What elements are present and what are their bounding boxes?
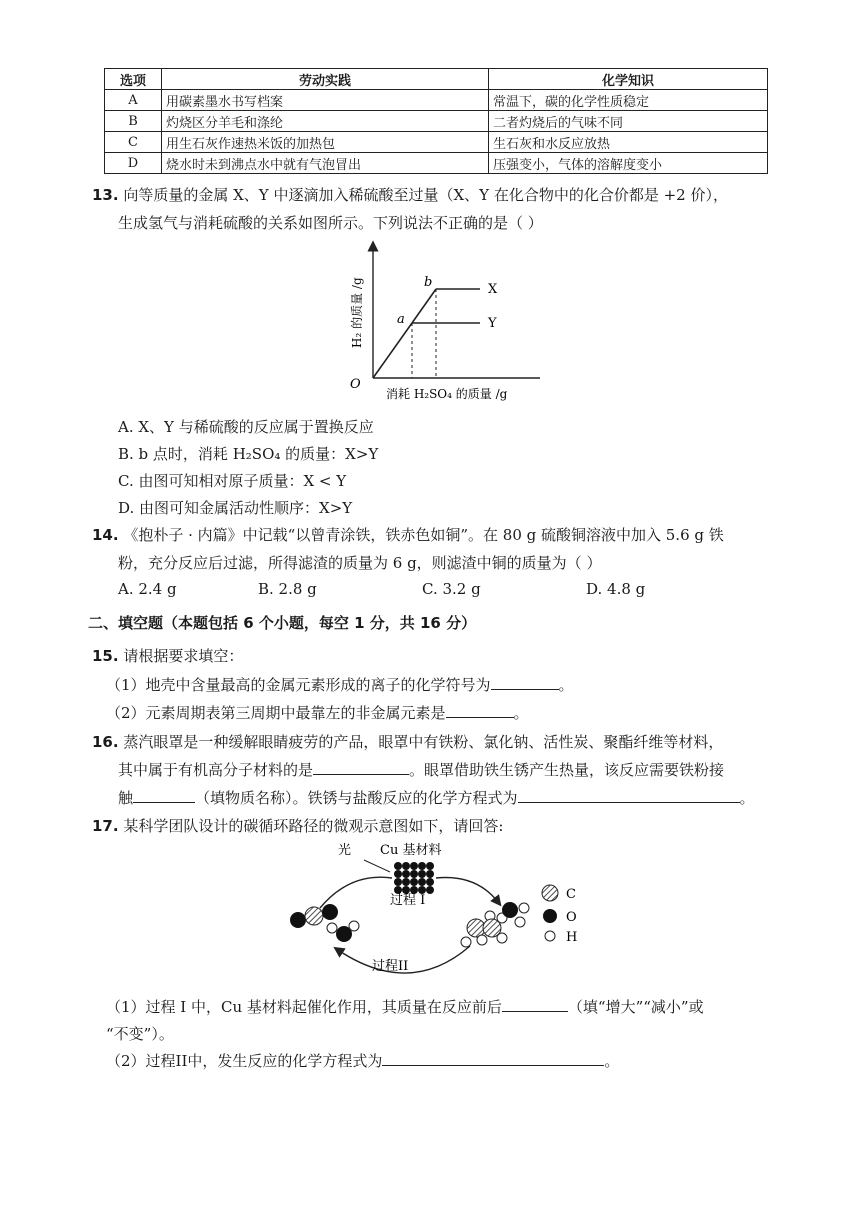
- table-row: [105, 153, 768, 174]
- product-molecules-icon: [461, 902, 529, 947]
- table-cell: C: [105, 132, 162, 153]
- table-header: 选项: [105, 69, 162, 90]
- q15-sub1-text: （1）地壳中含量最高的金属元素形成的离子的化学符号为: [106, 676, 491, 694]
- question-16-line3: [118, 787, 755, 808]
- q16-text: 其中属于有机高分子材料的是: [118, 761, 314, 779]
- h2o-molecule-icon: [327, 921, 359, 942]
- option-c: C. 由图可知相对原子质量：X < Y: [118, 472, 347, 490]
- question-text: 蒸汽眼罩是一种缓解眼睛疲劳的产品，眼罩中有铁粉、氯化钠、活性炭、聚酯纤维等材料，: [123, 733, 724, 751]
- legend-o: O: [566, 910, 577, 925]
- q14-option-d: D. 4.8 g: [586, 580, 646, 598]
- question-14-line2: 粉，充分反应后过滤，所得滤渣的质量为 6 g，则滤渣中铜的质量为（ ）: [118, 554, 602, 572]
- table-row: [105, 111, 768, 132]
- table-cell: 烧水时未到沸点水中就有气泡冒出: [162, 153, 489, 174]
- question-16-line1: [92, 731, 723, 752]
- option-a: A. X、Y 与稀硫酸的反应属于置换反应: [118, 418, 374, 436]
- answer-blank[interactable]: [491, 675, 559, 690]
- table-header-row: [105, 69, 768, 90]
- hydrogen-atom-icon: [545, 931, 555, 941]
- question-13-line1: [92, 184, 728, 205]
- series-y-label: Y: [488, 316, 497, 331]
- q17-text: （1）过程 I 中，Cu 基材料起催化作用，其质量在反应前后: [106, 998, 502, 1016]
- q17-text: 。: [604, 1052, 620, 1070]
- y-rising-segment: [373, 323, 412, 378]
- q16-text: （填物质名称）。铁锈与盐酸反应的化学方程式为: [195, 789, 518, 807]
- table-cell: 生石灰和水反应放热: [489, 132, 768, 153]
- answer-blank[interactable]: [382, 1051, 604, 1066]
- answer-blank[interactable]: [518, 788, 740, 803]
- q17-text: （2）过程II中，发生反应的化学方程式为: [106, 1052, 383, 1070]
- q15-sub1-end: 。: [558, 676, 574, 694]
- question-text: 《抱朴子 · 内篇》中记载“以曾青涂铁，铁赤色如铜”。在 80 g 硫酸铜溶液中加入 5.6 g 铁: [123, 526, 724, 544]
- answer-blank[interactable]: [502, 997, 568, 1012]
- y-axis-label: H₂ 的质量 /g: [350, 277, 364, 348]
- point-b-label: b: [424, 275, 433, 290]
- light-label: 光: [338, 843, 352, 858]
- oxygen-atom-icon: [543, 909, 557, 923]
- question-number: 13.: [92, 186, 119, 204]
- x-rising-segment: [412, 289, 436, 323]
- options-table: [104, 68, 768, 174]
- question-14-line1: [92, 524, 724, 545]
- option-d: D. 由图可知金属活动性顺序：X>Y: [118, 499, 353, 517]
- question-number: 15.: [92, 647, 119, 665]
- series-x-label: X: [488, 282, 498, 297]
- legend-c: C: [566, 887, 576, 902]
- q15-sub1: [106, 674, 574, 695]
- table-cell: 二者灼烧后的气味不同: [489, 111, 768, 132]
- question-number: 14.: [92, 526, 119, 544]
- question-17: [92, 815, 503, 836]
- light-ray: [364, 860, 390, 872]
- q15-sub2-end: 。: [513, 704, 529, 722]
- question-15: [92, 645, 243, 666]
- question-text: 向等质量的金属 X、Y 中逐滴加入稀硫酸至过量（X、Y 在化合物中的化合价都是 +2 价），: [123, 186, 728, 204]
- answer-blank[interactable]: [133, 788, 195, 803]
- table-cell: D: [105, 153, 162, 174]
- q14-option-a: A. 2.4 g: [118, 580, 177, 598]
- table-cell: 灼烧区分羊毛和涤纶: [162, 111, 489, 132]
- table-header: 化学知识: [489, 69, 768, 90]
- section-heading: 二、填空题（本题包括 6 个小题，每空 1 分，共 16 分）: [88, 614, 477, 632]
- option-b: B. b 点时，消耗 H₂SO₄ 的质量：X>Y: [118, 445, 379, 463]
- answer-blank[interactable]: [313, 760, 409, 775]
- process2-label: 过程II: [372, 959, 409, 974]
- question-text: 请根据要求填空：: [123, 647, 244, 665]
- legend-h: H: [566, 930, 578, 945]
- q16-text: 。: [739, 789, 755, 807]
- x-axis-label: 消耗 H₂SO₄ 的质量 /g: [386, 387, 508, 401]
- q16-text: 触: [118, 789, 134, 807]
- q16-text: 。眼罩借助铁生锈产生热量，该反应需要铁粉接: [409, 761, 725, 779]
- carbon-atom-icon: [542, 885, 558, 901]
- cu-catalyst-icon: [394, 862, 434, 894]
- table-row: [105, 90, 768, 111]
- table-cell: 压强变小，气体的溶解度变小: [489, 153, 768, 174]
- q17-text: （填“增大”“减小”或: [567, 998, 704, 1016]
- table-cell: B: [105, 111, 162, 132]
- q15-sub2: [106, 702, 529, 723]
- table-row: [105, 132, 768, 153]
- question-16-line2: [118, 759, 724, 780]
- question-text: 某科学团队设计的碳循环路径的微观示意图如下，请回答:: [123, 817, 504, 835]
- process1-label: 过程 I: [390, 893, 426, 908]
- process1-arc-right: [436, 878, 498, 903]
- question-number: 16.: [92, 733, 119, 751]
- q14-option-c: C. 3.2 g: [422, 580, 481, 598]
- question-number: 17.: [92, 817, 119, 835]
- table-cell: 用碳素墨水书写档案: [162, 90, 489, 111]
- q15-sub2-text: （2）元素周期表第三周期中最靠左的非金属元素是: [106, 704, 446, 722]
- point-a-label: a: [397, 312, 405, 327]
- table-cell: 常温下，碳的化学性质稳定: [489, 90, 768, 111]
- q17-sub1-line1: [106, 996, 704, 1017]
- q17-sub1-line2: “不变”）。: [106, 1025, 174, 1043]
- table-cell: A: [105, 90, 162, 111]
- q14-option-b: B. 2.8 g: [258, 580, 317, 598]
- table-cell: 用生石灰作速热米饭的加热包: [162, 132, 489, 153]
- q17-sub2: [106, 1050, 619, 1071]
- cu-material-label: Cu 基材料: [380, 843, 442, 858]
- table-header: 劳动实践: [162, 69, 489, 90]
- answer-blank[interactable]: [446, 703, 514, 718]
- origin-label: O: [350, 377, 361, 392]
- process1-arc-left: [320, 877, 392, 908]
- hydrogen-mass-graph: [330, 238, 550, 408]
- carbon-cycle-diagram: [280, 838, 600, 988]
- question-13-line2: 生成氢气与消耗硫酸的关系如图所示。下列说法不正确的是（ ）: [118, 214, 543, 232]
